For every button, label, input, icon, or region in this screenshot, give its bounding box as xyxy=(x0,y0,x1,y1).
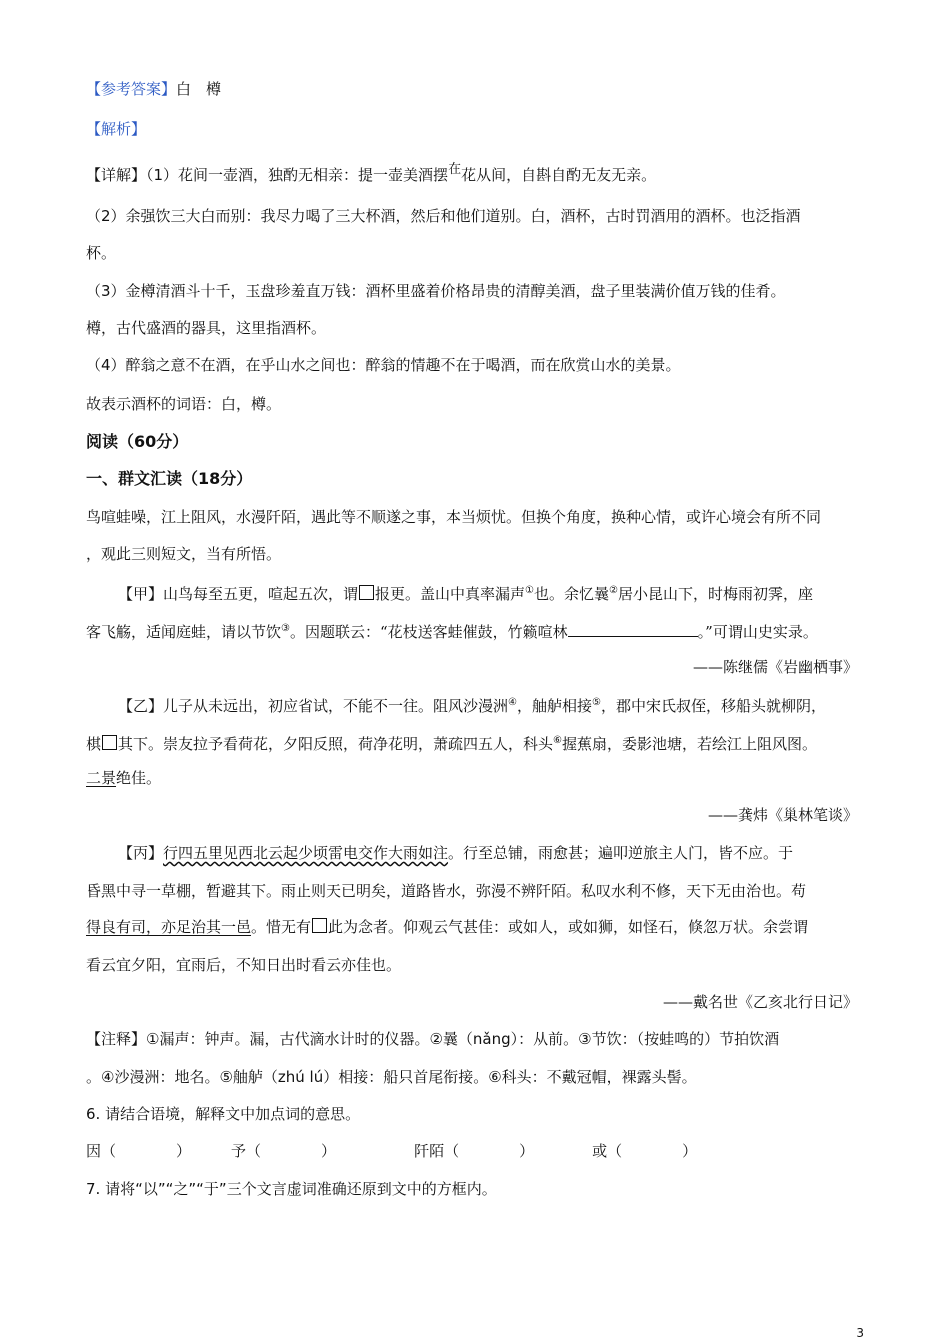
bing-line-2: 昏黑中寻一草棚，暂避其下。雨止则天已明矣，道路皆水，弥漫不辨阡陌。私叹水利不修，天下无由治也。苟 xyxy=(86,882,807,900)
q6-close-3: ） xyxy=(519,1142,535,1160)
yi-text-2c: 握蕉扇，委影池塘，若绘江上阻风图。 xyxy=(562,735,818,753)
q6-close-1: ） xyxy=(176,1142,192,1160)
jia-source: ——陈继儒《岩幽栖事》 xyxy=(692,658,858,676)
bing-text-1c: 。行至总铺，雨愈甚；遍叩逆旅主人门，皆不应。于 xyxy=(448,844,794,862)
q6-item-huo: 或（ xyxy=(592,1142,623,1160)
bing-label: 【丙】 xyxy=(118,844,164,862)
jia-text-2b: 。因题联云：“花枝送客蛙催鼓，竹籁喧林 xyxy=(289,623,568,641)
q6-answer-row xyxy=(86,1140,697,1162)
section1-title: 一、群文汇读（18分） xyxy=(86,469,253,488)
bing-text-3c: 此为念者。仰观云气甚佳：或如人，或如狮，如怪石，倏忽万状。余尝谓 xyxy=(328,918,809,936)
answer-line xyxy=(86,78,221,100)
note-ref-4: ④ xyxy=(508,697,517,708)
jia-text-1c: 也。余忆曩 xyxy=(534,585,610,603)
couplet-blank xyxy=(568,622,698,637)
jia-text-2a: 客飞觞，适闻庭蛙，请以节饮 xyxy=(86,623,282,641)
jia-line-1 xyxy=(118,580,813,605)
yi-text-1b: ，舳舻相接 xyxy=(516,697,592,715)
jia-line-2 xyxy=(86,618,818,643)
details-line-1 xyxy=(86,164,656,188)
intro-line-2: ，观此三则短文，当有所悟。 xyxy=(86,545,282,563)
details-line-3: 杯。 xyxy=(86,244,117,262)
notes-line-2: 。④沙漫洲：地名。⑤舳舻（zhú lú）相接：船只首尾衔接。⑥科头：不戴冠帽，裸露头髻。 xyxy=(86,1068,697,1086)
notes-line-1: 【注释】①漏声：钟声。漏，古代滴水计时的仪器。②曩（nǎng）：从前。③节饮：（按蛙鸣的）节拍饮酒 xyxy=(86,1030,780,1048)
note-ref-1: ① xyxy=(525,585,534,596)
yi-source: ——龚炜《巢林笔谈》 xyxy=(707,806,858,824)
bing-line-1 xyxy=(118,842,793,864)
q6-item-yin: 因（ xyxy=(86,1142,117,1160)
details-line-6: （4）醉翁之意不在酒，在乎山水之间也：醉翁的情趣不在于喝酒，而在欣赏山水的美景。 xyxy=(86,356,681,374)
note-ref-2: ② xyxy=(609,585,618,596)
yi-text-2a: 棋 xyxy=(86,735,102,753)
bing-source: ——戴名世《乙亥北行日记》 xyxy=(662,993,858,1011)
answer-text: 白 樽 xyxy=(176,80,222,98)
q6-prompt: 6. 请结合语境，解释文中加点词的意思。 xyxy=(86,1105,361,1123)
details-text-1: （1）花间一壶酒，独酌无相亲：提一壶美酒摆 xyxy=(146,166,449,184)
jia-text-1d: 居小昆山下，时梅雨初霁，座 xyxy=(617,585,813,603)
details-line-7: 故表示酒杯的词语：白，樽。 xyxy=(86,395,282,413)
page-number: 3 xyxy=(856,1326,864,1340)
bing-underlined-sentence: 得良有司，亦足治其一邑 xyxy=(86,918,252,936)
note-ref-6: ⑥ xyxy=(553,735,562,746)
yi-text-2b: 其下。崇友拉予看荷花，夕阳反照，荷净花明，萧疏四五人，科头 xyxy=(118,735,554,753)
yi-text-3b: 绝佳。 xyxy=(116,769,162,787)
q7-prompt: 7. 请将“以”“之”“于”三个文言虚词准确还原到文中的方框内。 xyxy=(86,1180,497,1198)
yi-line-3 xyxy=(86,767,161,789)
yi-text-1c: ，郡中宋氏叔侄，移船头就柳阴， xyxy=(600,697,826,715)
details-raised-char: 在 xyxy=(448,162,462,177)
intro-line-1: 鸟喧蛙噪，江上阻风，水漫阡陌，遇此等不顺遂之事，本当烦忧。但换个角度，换种心情，或许心境会有所不同 xyxy=(86,508,822,526)
yi-line-2 xyxy=(86,730,817,755)
yi-text-1a: 【乙】儿子从未远出，初应省试，不能不一往。阻风沙漫洲 xyxy=(118,697,509,715)
bing-text-3b: 。惜无有 xyxy=(251,918,312,936)
note-ref-3: ③ xyxy=(281,623,290,634)
analysis-label: 【解析】 xyxy=(86,120,147,138)
fill-box-2 xyxy=(102,735,117,750)
fill-box-3 xyxy=(312,918,327,933)
details-text-1-end: 花从间，自斟自酌无友无亲。 xyxy=(461,166,657,184)
bing-line-4: 看云宜夕阳，宜雨后，不知日出时看云亦佳也。 xyxy=(86,956,402,974)
q6-close-4: ） xyxy=(682,1142,698,1160)
q6-item-yu: 予（ xyxy=(231,1142,262,1160)
details-line-4: （3）金樽清酒斗十千，玉盘珍羞直万钱：酒杯里盛着价格昂贵的清醇美酒，盘子里装满价值万钱的佳肴。 xyxy=(86,282,786,300)
jia-text-1a: 【甲】山鸟每至五更，喧起五次，谓 xyxy=(118,585,359,603)
yi-line-1 xyxy=(118,692,826,717)
note-ref-5: ⑤ xyxy=(592,697,601,708)
q6-item-qianmo: 阡陌（ xyxy=(414,1142,460,1160)
yi-underlined-phrase: 二景 xyxy=(86,769,117,787)
jia-text-1b: 报更。盖山中真率漏声 xyxy=(375,585,526,603)
details-line-2: （2）余强饮三大白而别：我尽力喝了三大杯酒，然后和他们道别。白，酒杯，古时罚酒用的酒杯。也泛指酒 xyxy=(86,207,801,225)
q6-close-2: ） xyxy=(321,1142,337,1160)
jia-text-2c: 。”可谓山史实录。 xyxy=(697,623,818,641)
bing-wavy-sentence: 行四五里见西北云起少顷雷电交作大雨如注 xyxy=(163,844,449,862)
fill-box-1 xyxy=(359,585,374,600)
bing-line-3 xyxy=(86,916,808,938)
details-label: 【详解】 xyxy=(86,166,147,184)
reading-title: 阅读（60分） xyxy=(86,432,189,451)
details-line-5: 樽，古代盛酒的器具，这里指酒杯。 xyxy=(86,319,327,337)
answer-label: 【参考答案】 xyxy=(86,80,177,98)
